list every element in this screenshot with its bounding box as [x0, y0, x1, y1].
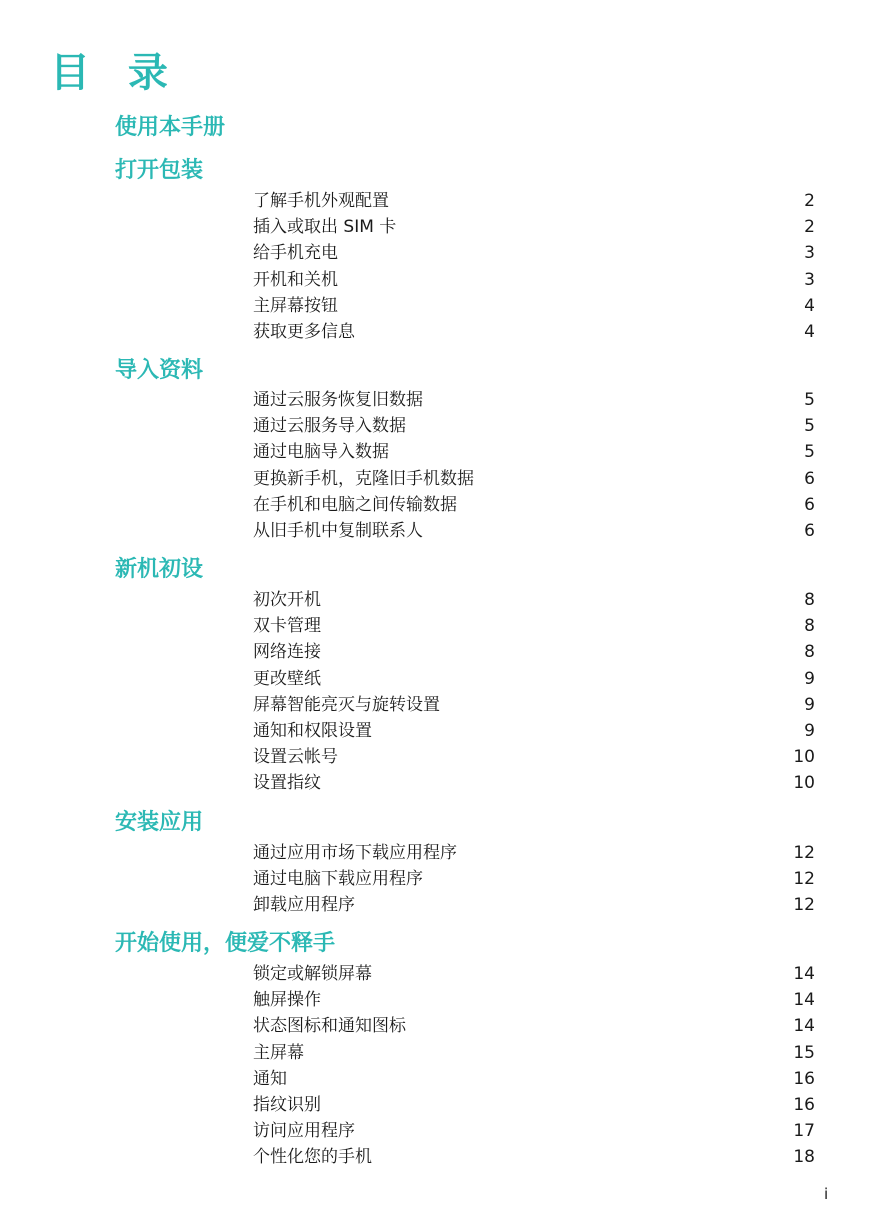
toc-entry-page-number: 18	[793, 1147, 815, 1168]
toc-entry-title: 设置指纹	[253, 773, 321, 794]
toc-entry-title: 屏幕智能亮灭与旋转设置	[253, 694, 440, 715]
toc-entry-page-number: 12	[793, 869, 815, 890]
toc-section-heading[interactable]: 开始使用，便爱不释手	[115, 931, 336, 956]
toc-entry-page-number: 9	[804, 694, 815, 715]
toc-section-heading[interactable]: 导入资料	[115, 358, 204, 383]
toc-entry-title: 通过云服务导入数据	[253, 416, 406, 437]
toc-entry-page-number: 3	[804, 243, 815, 264]
toc-entry-title: 通过电脑下载应用程序	[253, 869, 423, 890]
toc-entry-page-number: 12	[793, 843, 815, 863]
toc-entry-title: 状态图标和通知图标	[253, 1016, 406, 1037]
toc-entry-page-number: 9	[804, 721, 815, 741]
toc-entry-title: 更改壁纸	[253, 668, 321, 689]
toc-entry-title: 通过应用市场下载应用程序	[253, 843, 457, 863]
toc-entry-page-number: 16	[793, 1095, 815, 1115]
toc-entry-page-number: 4	[804, 295, 815, 316]
toc-entry[interactable]	[253, 667, 815, 691]
toc-entry-page-number: 8	[804, 642, 815, 663]
toc-entry-page-number: 15	[793, 1042, 815, 1063]
toc-entry[interactable]	[253, 771, 815, 795]
toc-entry[interactable]	[253, 320, 815, 344]
toc-entry-title: 获取更多信息	[253, 322, 355, 342]
toc-entry-title: 访问应用程序	[253, 1121, 355, 1142]
toc-entry[interactable]	[253, 440, 815, 464]
toc-entry-title: 网络连接	[253, 642, 321, 663]
toc-entry[interactable]	[253, 841, 815, 865]
toc-entry-page-number: 14	[793, 1016, 815, 1037]
toc-entry-page-number: 5	[804, 442, 815, 463]
toc-entry-page-number: 2	[804, 191, 815, 211]
toc-entry-page-number: 4	[804, 322, 815, 342]
toc-entry[interactable]	[253, 745, 815, 769]
toc-entry-page-number: 5	[804, 390, 815, 410]
toc-entry-title: 主屏幕	[253, 1042, 304, 1063]
toc-entry-title: 开机和关机	[253, 269, 338, 290]
toc-entry-page-number: 9	[804, 668, 815, 689]
toc-entry[interactable]	[253, 693, 815, 717]
toc-entry[interactable]	[253, 893, 815, 917]
toc-entry-title: 给手机充电	[253, 243, 338, 264]
toc-entry-title: 了解手机外观配置	[253, 191, 389, 211]
toc-entry[interactable]	[253, 588, 815, 612]
toc-entry[interactable]	[253, 294, 815, 318]
toc-entry-title: 主屏幕按钮	[253, 295, 338, 316]
toc-entry-title: 设置云帐号	[253, 747, 338, 768]
toc-section-heading[interactable]: 使用本手册	[115, 115, 226, 140]
toc-entry[interactable]	[253, 467, 815, 491]
toc-entry[interactable]	[253, 519, 815, 543]
toc-entry[interactable]	[253, 867, 815, 891]
toc-entry-page-number: 8	[804, 590, 815, 610]
toc-entry-page-number: 10	[793, 773, 815, 794]
toc-entry-page-number: 6	[804, 468, 815, 489]
toc-entry[interactable]	[253, 1093, 815, 1117]
toc-entry-title: 通过云服务恢复旧数据	[253, 390, 423, 410]
toc-entry[interactable]	[253, 1041, 815, 1065]
toc-entry-title: 指纹识别	[253, 1095, 321, 1115]
toc-entry[interactable]	[253, 640, 815, 664]
toc-entry-page-number: 14	[793, 990, 815, 1011]
toc-entry-title: 个性化您的手机	[253, 1147, 372, 1168]
toc-entry-title: 锁定或解锁屏幕	[253, 964, 372, 984]
toc-entry-title: 通知	[253, 1068, 287, 1089]
toc-entry-page-number: 12	[793, 895, 815, 916]
toc-section-heading[interactable]: 新机初设	[115, 557, 204, 582]
toc-entry-page-number: 8	[804, 616, 815, 637]
toc-entry-title: 触屏操作	[253, 990, 321, 1011]
toc-entry[interactable]	[253, 1119, 815, 1143]
toc-entry-page-number: 16	[793, 1068, 815, 1089]
page-number: i	[824, 1185, 829, 1203]
toc-entry-title: 更换新手机，克隆旧手机数据	[253, 468, 474, 489]
toc-entry-page-number: 10	[793, 747, 815, 768]
toc-section-heading[interactable]: 打开包装	[115, 158, 204, 183]
toc-entry-page-number: 5	[804, 416, 815, 437]
toc-entry-page-number: 14	[793, 964, 815, 984]
toc-entry-title: 通过电脑导入数据	[253, 442, 389, 463]
toc-entry[interactable]	[253, 1145, 815, 1169]
toc-entry-page-number: 17	[793, 1121, 815, 1142]
toc-section-heading[interactable]: 安装应用	[115, 810, 204, 835]
toc-entry-page-number: 6	[804, 494, 815, 515]
toc-entry[interactable]	[253, 414, 815, 438]
toc-entry[interactable]	[253, 388, 815, 412]
toc-entry[interactable]	[253, 988, 815, 1012]
toc-entry-title: 卸载应用程序	[253, 895, 355, 916]
toc-entry[interactable]	[253, 268, 815, 292]
toc-entry[interactable]	[253, 241, 815, 265]
toc-entry-page-number: 2	[804, 217, 815, 238]
toc-entry-title: 双卡管理	[253, 616, 321, 637]
toc-entry-title: 从旧手机中复制联系人	[253, 521, 423, 541]
toc-entry[interactable]	[253, 1067, 815, 1091]
toc-entry[interactable]	[253, 962, 815, 986]
toc-entry-title: 插入或取出 SIM 卡	[253, 217, 397, 238]
toc-entry[interactable]	[253, 1014, 815, 1038]
toc-entry[interactable]	[253, 215, 815, 239]
toc-entry-page-number: 6	[804, 521, 815, 541]
toc-entry[interactable]	[253, 719, 815, 743]
toc-entry[interactable]	[253, 189, 815, 213]
toc-entry-page-number: 3	[804, 269, 815, 290]
page-title: 目 录	[50, 50, 180, 96]
toc-entry-title: 初次开机	[253, 590, 321, 610]
toc-entry[interactable]	[253, 614, 815, 638]
toc-entry-title: 在手机和电脑之间传输数据	[253, 494, 457, 515]
toc-entry-title: 通知和权限设置	[253, 721, 372, 741]
toc-entry[interactable]	[253, 493, 815, 517]
